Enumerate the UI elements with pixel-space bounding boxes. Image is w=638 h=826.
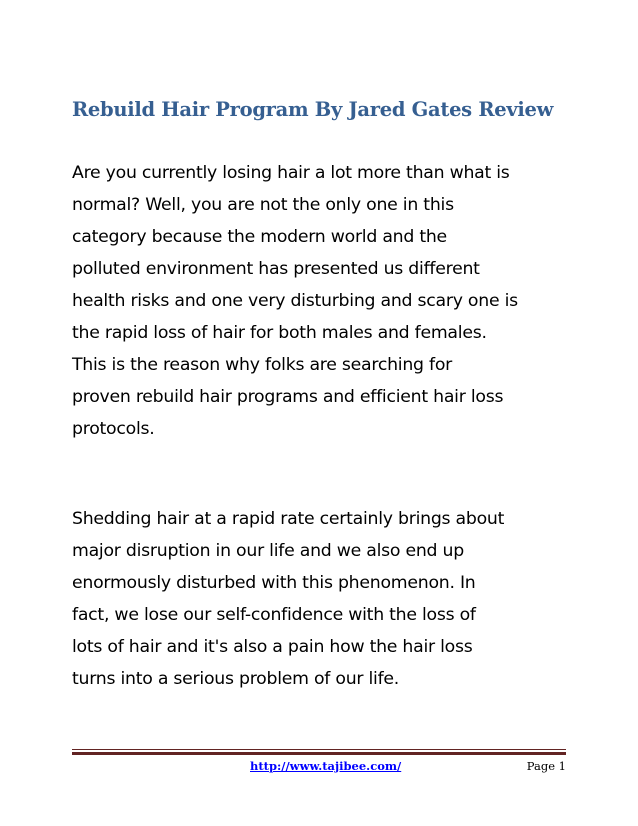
paragraph-1 bbox=[72, 157, 572, 445]
paragraph-line: polluted environment has presented us different bbox=[72, 259, 480, 279]
paragraph-line: fact, we lose our self-confidence with the loss of bbox=[72, 605, 476, 625]
footer-page-number: Page 1 bbox=[526, 759, 566, 773]
paragraph-line: normal? Well, you are not the only one in this bbox=[72, 195, 454, 215]
paragraph-line: turns into a serious problem of our life. bbox=[72, 669, 400, 689]
paragraph-line: category because the modern world and the bbox=[72, 227, 447, 247]
paragraph-line: Shedding hair at a rapid rate certainly brings about bbox=[72, 509, 505, 529]
paragraph-line: Are you currently losing hair a lot more than what is bbox=[72, 163, 510, 183]
paragraph-line: major disruption in our life and we also end up bbox=[72, 541, 464, 561]
paragraph-2 bbox=[72, 503, 572, 695]
paragraph-line: lots of hair and it's also a pain how the hair loss bbox=[72, 637, 473, 657]
footer-website-link[interactable]: http://www.tajibee.com/ bbox=[250, 759, 402, 773]
paragraph-line: the rapid loss of hair for both males and females. bbox=[72, 323, 487, 343]
paragraph-line: This is the reason why folks are searching for bbox=[72, 355, 453, 375]
document-title: Rebuild Hair Program By Jared Gates Review bbox=[72, 98, 554, 121]
paragraph-line: proven rebuild hair programs and efficient hair loss bbox=[72, 387, 504, 407]
paragraph-line: protocols. bbox=[72, 419, 155, 439]
footer-divider-thin bbox=[72, 749, 566, 750]
paragraph-line: enormously disturbed with this phenomenon. In bbox=[72, 573, 476, 593]
footer-divider-thick bbox=[72, 752, 566, 755]
paragraph-line: health risks and one very disturbing and scary one is bbox=[72, 291, 518, 311]
